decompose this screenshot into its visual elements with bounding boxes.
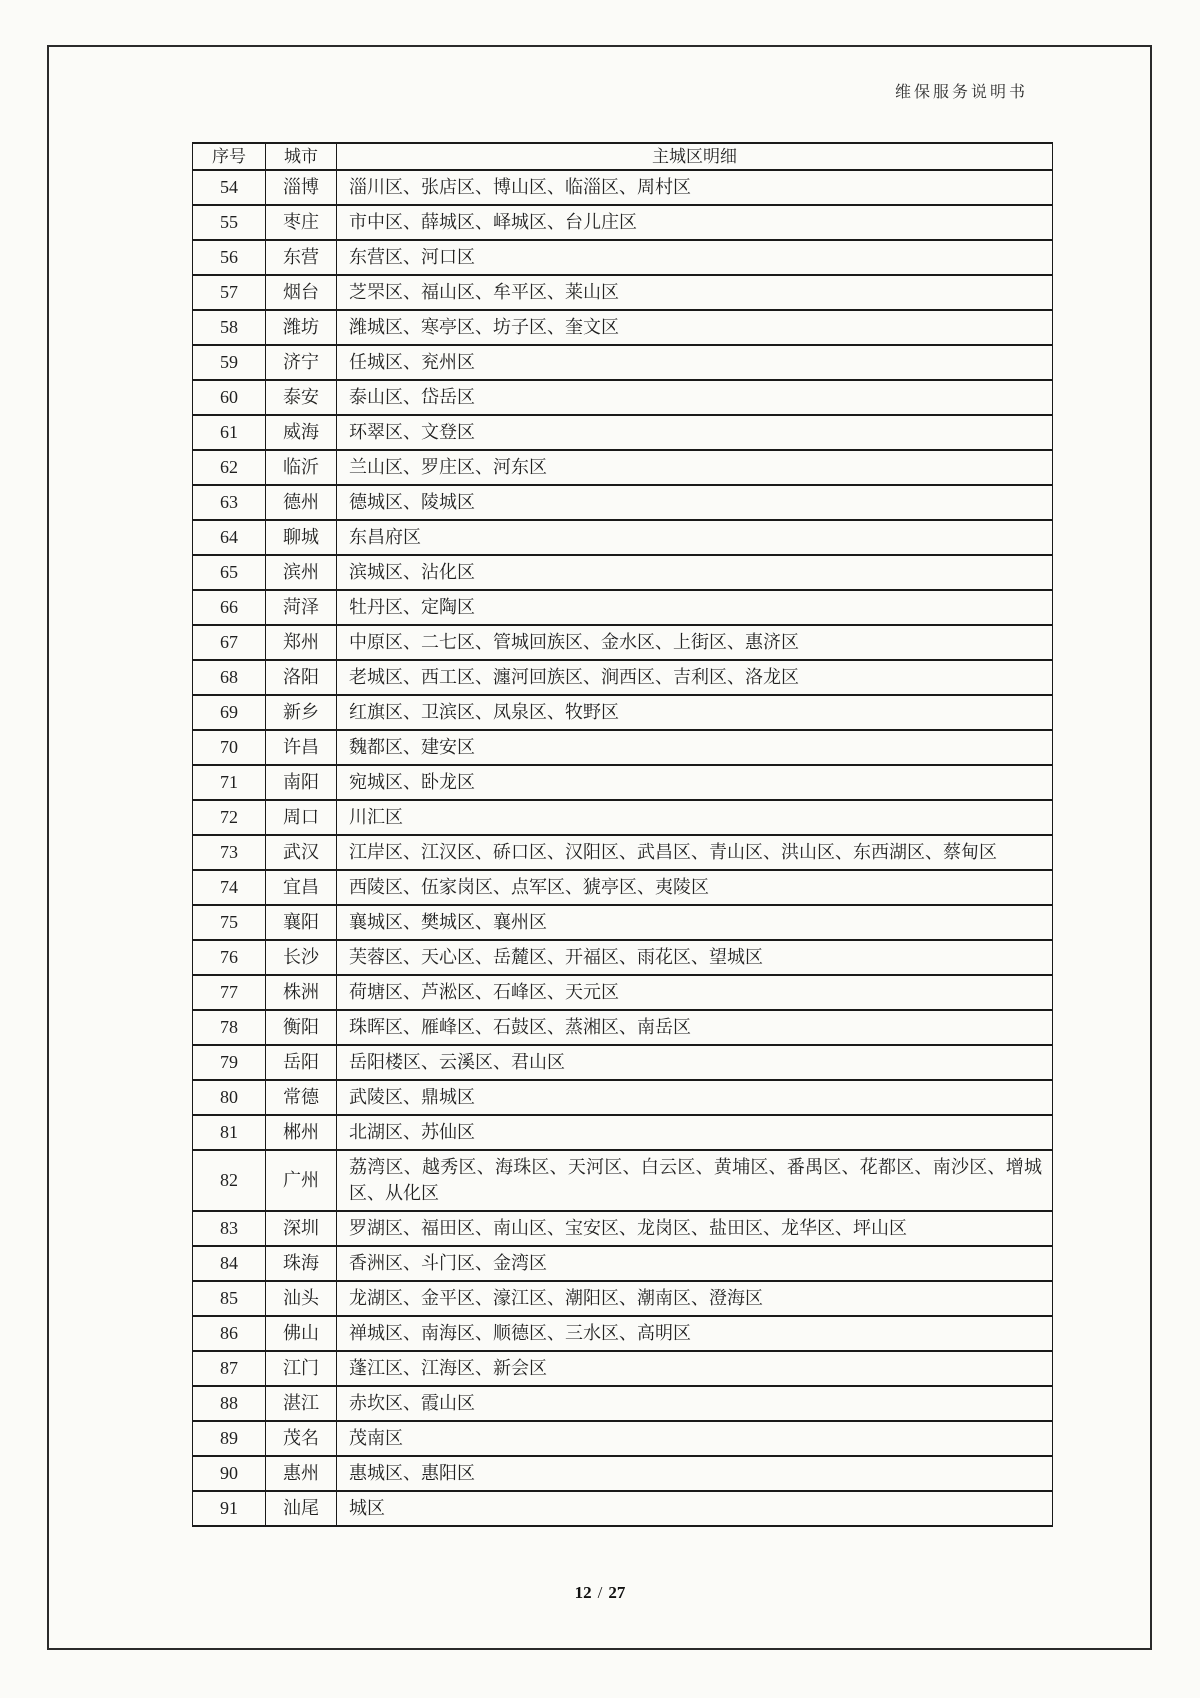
row-index-cell: 69 xyxy=(193,695,266,730)
row-index-cell: 64 xyxy=(193,520,266,555)
city-cell: 烟台 xyxy=(266,275,337,310)
table-row xyxy=(193,800,1053,835)
city-cell: 茂名 xyxy=(266,1421,337,1456)
table-row xyxy=(193,870,1053,905)
districts-cell: 川汇区 xyxy=(337,800,1053,835)
city-cell: 汕头 xyxy=(266,1281,337,1316)
document-header-title: 维保服务说明书 xyxy=(894,84,1028,101)
city-cell: 襄阳 xyxy=(266,905,337,940)
city-cell: 惠州 xyxy=(266,1456,337,1491)
row-index-cell: 66 xyxy=(193,590,266,625)
table-row xyxy=(193,275,1053,310)
row-index-cell: 85 xyxy=(193,1281,266,1316)
districts-cell: 东昌府区 xyxy=(337,520,1053,555)
districts-cell: 蓬江区、江海区、新会区 xyxy=(337,1351,1053,1386)
table-row xyxy=(193,940,1053,975)
row-index-cell: 91 xyxy=(193,1491,266,1526)
table-row xyxy=(193,1316,1053,1351)
city-cell: 株洲 xyxy=(266,975,337,1010)
row-index-cell: 71 xyxy=(193,765,266,800)
city-cell: 常德 xyxy=(266,1080,337,1115)
row-index-cell: 63 xyxy=(193,485,266,520)
row-index-cell: 56 xyxy=(193,240,266,275)
districts-cell: 环翠区、文登区 xyxy=(337,415,1053,450)
districts-cell: 北湖区、苏仙区 xyxy=(337,1115,1053,1150)
city-cell: 菏泽 xyxy=(266,590,337,625)
districts-cell: 牡丹区、定陶区 xyxy=(337,590,1053,625)
table-row xyxy=(193,1456,1053,1491)
table-row xyxy=(193,905,1053,940)
column-header-districts: 主城区明细 xyxy=(337,143,1053,170)
city-cell: 汕尾 xyxy=(266,1491,337,1526)
row-index-cell: 83 xyxy=(193,1211,266,1246)
row-index-cell: 86 xyxy=(193,1316,266,1351)
districts-cell: 岳阳楼区、云溪区、君山区 xyxy=(337,1045,1053,1080)
districts-cell: 罗湖区、福田区、南山区、宝安区、龙岗区、盐田区、龙华区、坪山区 xyxy=(337,1211,1053,1246)
row-index-cell: 88 xyxy=(193,1386,266,1421)
row-index-cell: 58 xyxy=(193,310,266,345)
districts-cell: 兰山区、罗庄区、河东区 xyxy=(337,450,1053,485)
row-index-cell: 72 xyxy=(193,800,266,835)
row-index-cell: 84 xyxy=(193,1246,266,1281)
row-index-cell: 87 xyxy=(193,1351,266,1386)
row-index-cell: 82 xyxy=(193,1150,266,1211)
table-row xyxy=(193,1386,1053,1421)
city-cell: 郴州 xyxy=(266,1115,337,1150)
table-row xyxy=(193,170,1053,205)
districts-cell: 淄川区、张店区、博山区、临淄区、周村区 xyxy=(337,170,1053,205)
city-cell: 枣庄 xyxy=(266,205,337,240)
districts-cell: 东营区、河口区 xyxy=(337,240,1053,275)
table-row xyxy=(193,695,1053,730)
page-number xyxy=(0,1583,1200,1603)
row-index-cell: 89 xyxy=(193,1421,266,1456)
table-row xyxy=(193,450,1053,485)
districts-cell: 宛城区、卧龙区 xyxy=(337,765,1053,800)
table-row xyxy=(193,730,1053,765)
table-row xyxy=(193,520,1053,555)
districts-cell: 德城区、陵城区 xyxy=(337,485,1053,520)
row-index-cell: 70 xyxy=(193,730,266,765)
districts-cell: 滨城区、沾化区 xyxy=(337,555,1053,590)
row-index-cell: 73 xyxy=(193,835,266,870)
districts-cell: 潍城区、寒亭区、坊子区、奎文区 xyxy=(337,310,1053,345)
city-cell: 郑州 xyxy=(266,625,337,660)
districts-cell: 泰山区、岱岳区 xyxy=(337,380,1053,415)
table-row xyxy=(193,1281,1053,1316)
city-cell: 新乡 xyxy=(266,695,337,730)
row-index-cell: 59 xyxy=(193,345,266,380)
districts-cell: 魏都区、建安区 xyxy=(337,730,1053,765)
row-index-cell: 57 xyxy=(193,275,266,310)
city-cell: 德州 xyxy=(266,485,337,520)
table-row xyxy=(193,625,1053,660)
districts-cell: 江岸区、江汉区、硚口区、汉阳区、武昌区、青山区、洪山区、东西湖区、蔡甸区 xyxy=(337,835,1053,870)
city-cell: 临沂 xyxy=(266,450,337,485)
districts-cell: 香洲区、斗门区、金湾区 xyxy=(337,1246,1053,1281)
districts-cell: 芙蓉区、天心区、岳麓区、开福区、雨花区、望城区 xyxy=(337,940,1053,975)
city-cell: 江门 xyxy=(266,1351,337,1386)
city-cell: 南阳 xyxy=(266,765,337,800)
city-cell: 深圳 xyxy=(266,1211,337,1246)
table-row xyxy=(193,835,1053,870)
city-cell: 泰安 xyxy=(266,380,337,415)
row-index-cell: 77 xyxy=(193,975,266,1010)
row-index-cell: 60 xyxy=(193,380,266,415)
districts-cell: 西陵区、伍家岗区、点军区、猇亭区、夷陵区 xyxy=(337,870,1053,905)
city-cell: 威海 xyxy=(266,415,337,450)
districts-cell: 禅城区、南海区、顺德区、三水区、高明区 xyxy=(337,1316,1053,1351)
table-row xyxy=(193,1421,1053,1456)
table-row xyxy=(193,660,1053,695)
city-cell: 武汉 xyxy=(266,835,337,870)
city-cell: 广州 xyxy=(266,1150,337,1211)
table-row xyxy=(193,345,1053,380)
row-index-cell: 80 xyxy=(193,1080,266,1115)
city-cell: 济宁 xyxy=(266,345,337,380)
row-index-cell: 68 xyxy=(193,660,266,695)
row-index-cell: 90 xyxy=(193,1456,266,1491)
table-row xyxy=(193,975,1053,1010)
city-cell: 东营 xyxy=(266,240,337,275)
table-row xyxy=(193,1351,1053,1386)
row-index-cell: 54 xyxy=(193,170,266,205)
table-row xyxy=(193,1150,1053,1211)
row-index-cell: 65 xyxy=(193,555,266,590)
row-index-cell: 75 xyxy=(193,905,266,940)
city-cell: 周口 xyxy=(266,800,337,835)
row-index-cell: 74 xyxy=(193,870,266,905)
row-index-cell: 76 xyxy=(193,940,266,975)
districts-cell: 红旗区、卫滨区、凤泉区、牧野区 xyxy=(337,695,1053,730)
page-number-separator: / xyxy=(597,1583,603,1602)
page-number-total: 27 xyxy=(608,1583,626,1602)
districts-cell: 襄城区、樊城区、襄州区 xyxy=(337,905,1053,940)
city-cell: 洛阳 xyxy=(266,660,337,695)
districts-cell: 城区 xyxy=(337,1491,1053,1526)
districts-cell: 市中区、薛城区、峄城区、台儿庄区 xyxy=(337,205,1053,240)
table-row xyxy=(193,1491,1053,1526)
city-cell: 滨州 xyxy=(266,555,337,590)
row-index-cell: 55 xyxy=(193,205,266,240)
city-cell: 衡阳 xyxy=(266,1010,337,1045)
table-row xyxy=(193,590,1053,625)
city-cell: 佛山 xyxy=(266,1316,337,1351)
districts-cell: 任城区、兖州区 xyxy=(337,345,1053,380)
city-cell: 宜昌 xyxy=(266,870,337,905)
districts-cell: 茂南区 xyxy=(337,1421,1053,1456)
districts-cell: 荔湾区、越秀区、海珠区、天河区、白云区、黄埔区、番禺区、花都区、南沙区、增城区、从化区 xyxy=(337,1150,1053,1211)
city-cell: 许昌 xyxy=(266,730,337,765)
districts-cell: 芝罘区、福山区、牟平区、莱山区 xyxy=(337,275,1053,310)
districts-cell: 中原区、二七区、管城回族区、金水区、上街区、惠济区 xyxy=(337,625,1053,660)
row-index-cell: 61 xyxy=(193,415,266,450)
table-row xyxy=(193,1246,1053,1281)
table-row xyxy=(193,240,1053,275)
table-row xyxy=(193,310,1053,345)
districts-cell: 武陵区、鼎城区 xyxy=(337,1080,1053,1115)
districts-cell: 老城区、西工区、瀍河回族区、涧西区、吉利区、洛龙区 xyxy=(337,660,1053,695)
row-index-cell: 67 xyxy=(193,625,266,660)
city-cell: 淄博 xyxy=(266,170,337,205)
city-cell: 岳阳 xyxy=(266,1045,337,1080)
districts-cell: 荷塘区、芦淞区、石峰区、天元区 xyxy=(337,975,1053,1010)
districts-cell: 龙湖区、金平区、濠江区、潮阳区、潮南区、澄海区 xyxy=(337,1281,1053,1316)
table-row xyxy=(193,555,1053,590)
districts-cell: 赤坎区、霞山区 xyxy=(337,1386,1053,1421)
city-cell: 珠海 xyxy=(266,1246,337,1281)
table-row xyxy=(193,485,1053,520)
table-row xyxy=(193,1211,1053,1246)
city-cell: 长沙 xyxy=(266,940,337,975)
row-index-cell: 81 xyxy=(193,1115,266,1150)
row-index-cell: 62 xyxy=(193,450,266,485)
table-row xyxy=(193,380,1053,415)
table-row xyxy=(193,1010,1053,1045)
column-header-city: 城市 xyxy=(266,143,337,170)
table-row xyxy=(193,765,1053,800)
districts-cell: 惠城区、惠阳区 xyxy=(337,1456,1053,1491)
table-row xyxy=(193,415,1053,450)
row-index-cell: 78 xyxy=(193,1010,266,1045)
city-cell: 潍坊 xyxy=(266,310,337,345)
districts-table xyxy=(192,142,1053,1527)
city-cell: 湛江 xyxy=(266,1386,337,1421)
table-row xyxy=(193,205,1053,240)
page-number-current: 12 xyxy=(574,1583,592,1602)
row-index-cell: 79 xyxy=(193,1045,266,1080)
table-row xyxy=(193,1045,1053,1080)
column-header-index: 序号 xyxy=(193,143,266,170)
table-header-row xyxy=(193,143,1053,170)
table-row xyxy=(193,1115,1053,1150)
districts-cell: 珠晖区、雁峰区、石鼓区、蒸湘区、南岳区 xyxy=(337,1010,1053,1045)
table-row xyxy=(193,1080,1053,1115)
city-cell: 聊城 xyxy=(266,520,337,555)
